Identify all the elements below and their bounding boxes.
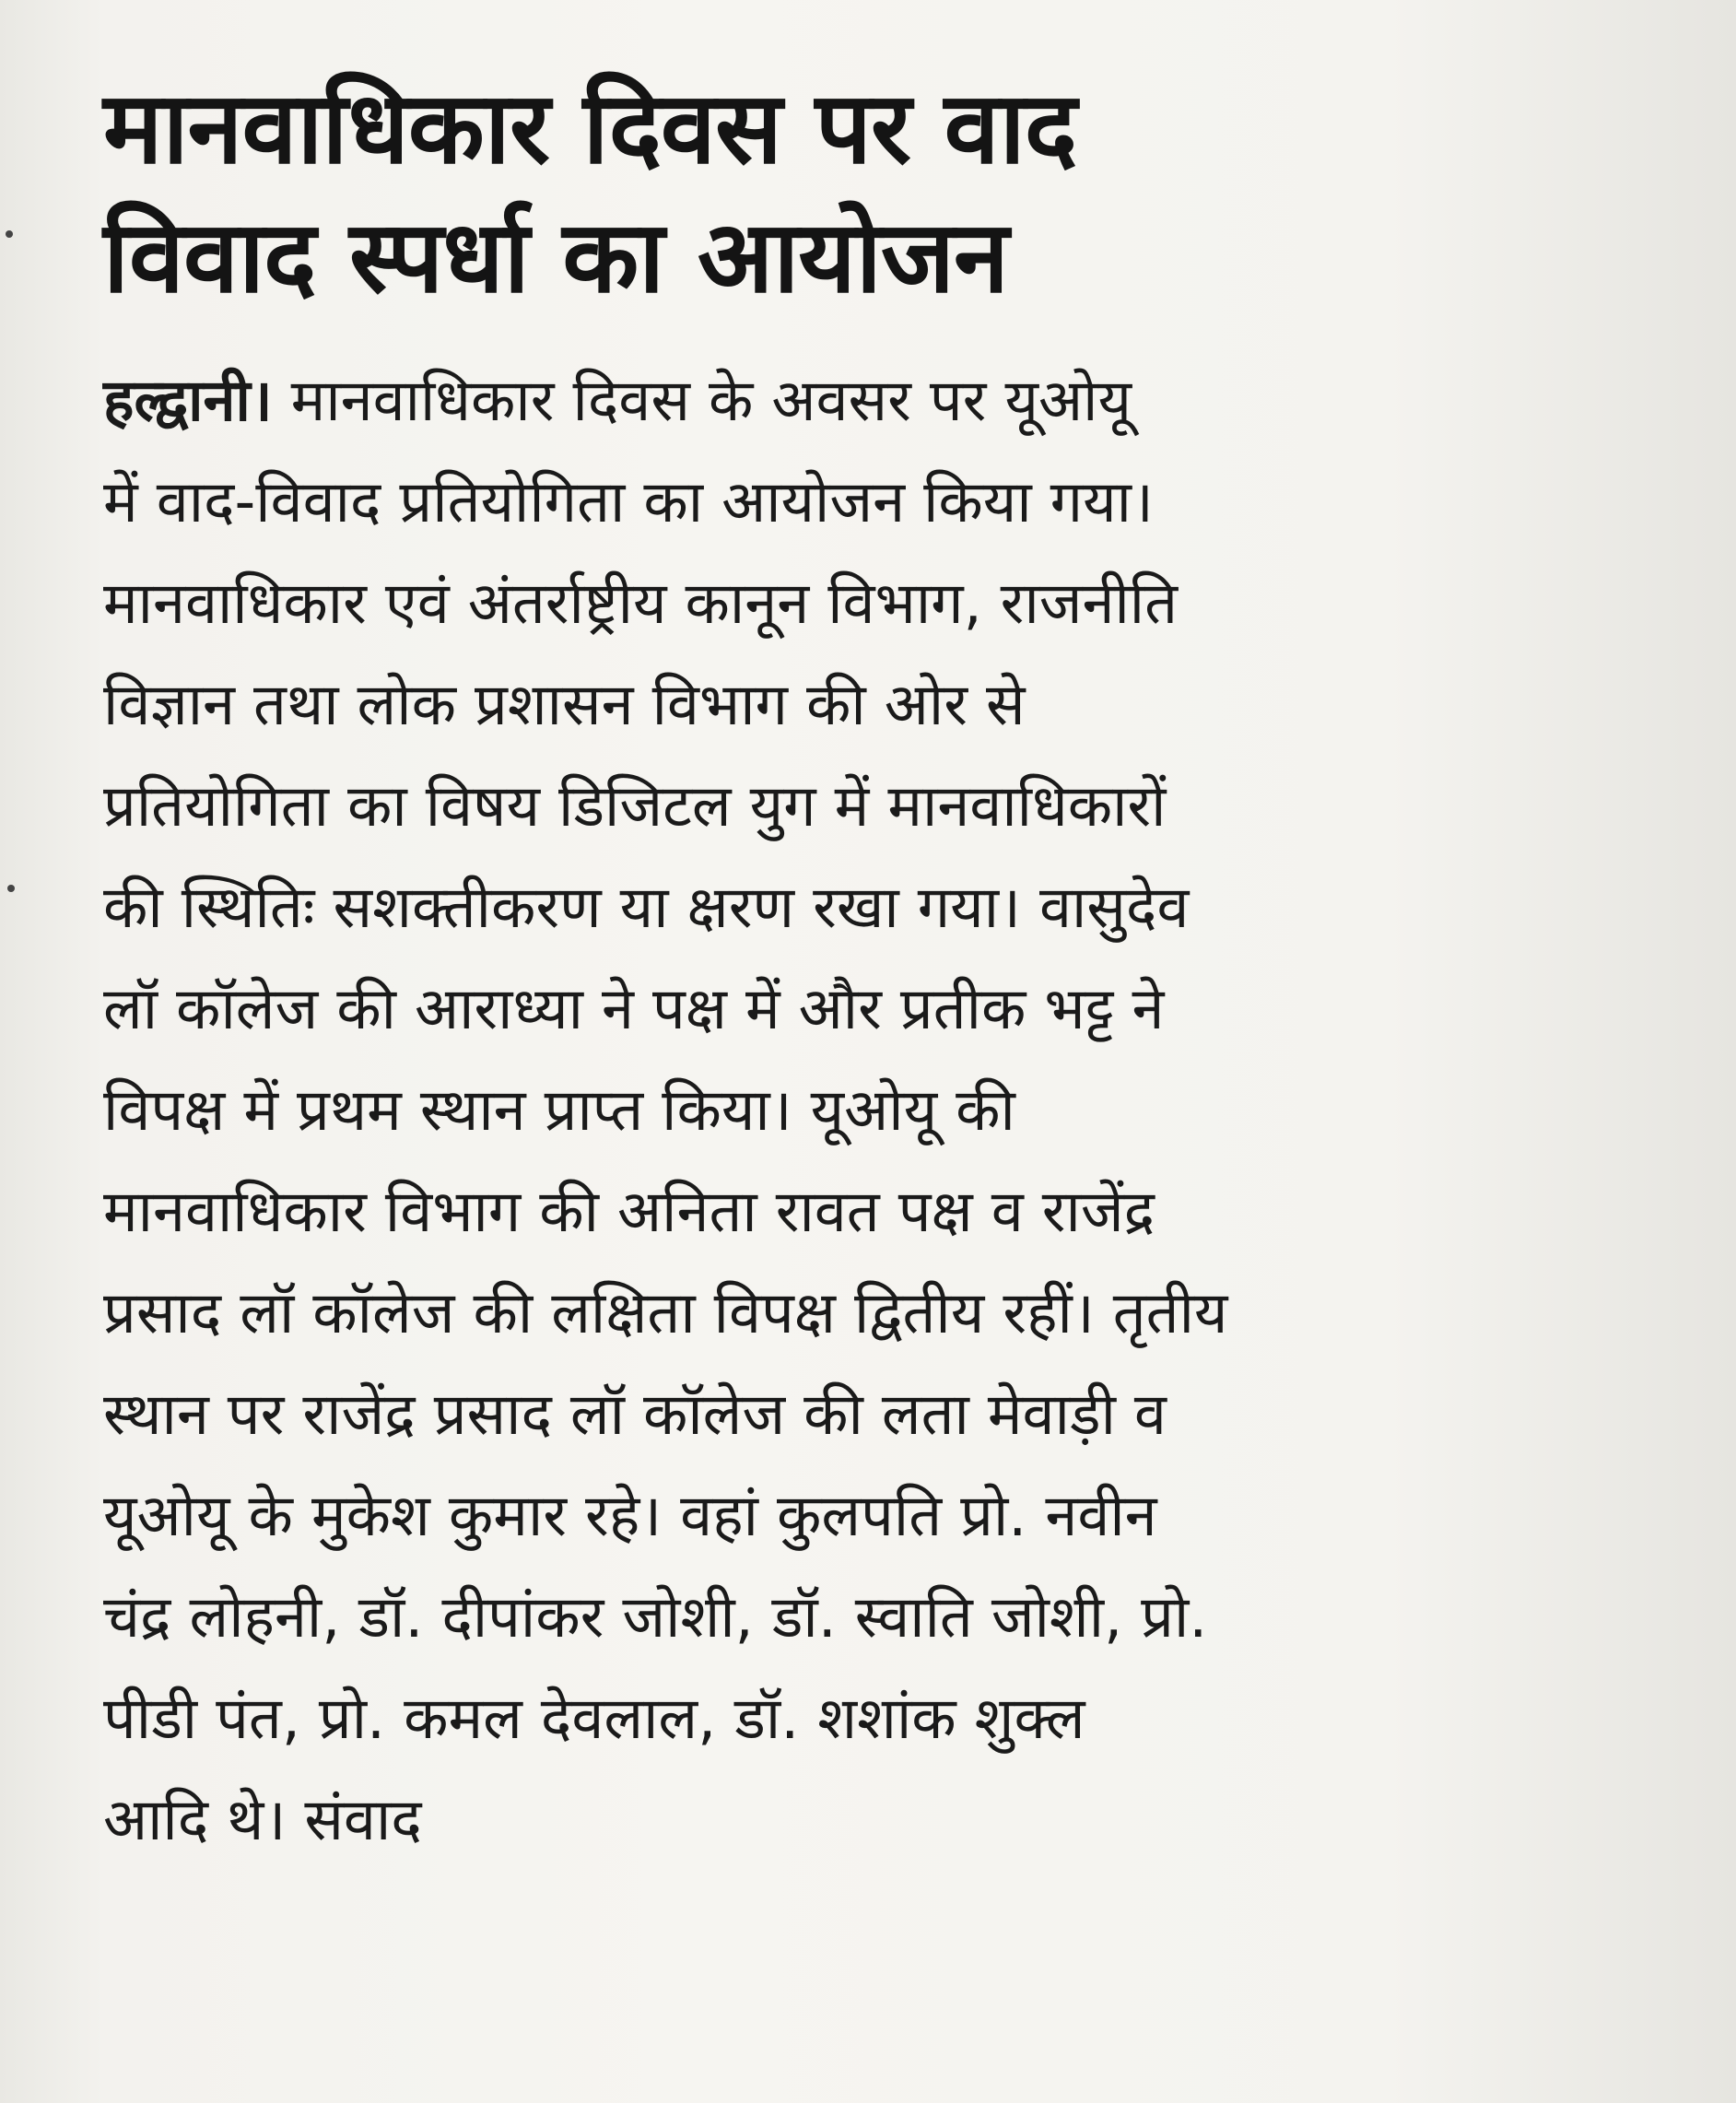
article-headline [103, 65, 1596, 323]
body-line-3: मानवाधिकार एवं अंतर्राष्ट्रीय कानून विभाग, राजनीति [103, 570, 1179, 637]
newspaper-clipping [103, 65, 1596, 2074]
body-line-7: लॉ कॉलेज की आराध्या ने पक्ष में और प्रतीक भट्ट ने [103, 975, 1165, 1042]
body-line-6: की स्थितिः सशक्तीकरण या क्षरण रखा गया। वासुदेव [103, 874, 1190, 941]
headline-line-2: विवाद स्पर्धा का आयोजन [103, 200, 1008, 315]
headline-line-1: मानवाधिकार दिवस पर वाद [103, 71, 1077, 186]
body-line-14: पीडी पंत, प्रो. कमल देवलाल, डॉ. शशांक शुक्ल [103, 1685, 1085, 1752]
body-line-13: चंद्र लोहनी, डॉ. दीपांकर जोशी, डॉ. स्वाति जोशी, प्रो. [103, 1583, 1208, 1651]
edge-speck [6, 230, 13, 238]
body-line-11: स्थान पर राजेंद्र प्रसाद लॉ कॉलेज की लता मेवाड़ी व [103, 1380, 1167, 1448]
body-line-9: मानवाधिकार विभाग की अनिता रावत पक्ष व राजेंद्र [103, 1178, 1155, 1245]
dateline: हल्द्वानी। [103, 367, 273, 434]
body-line-1-text: मानवाधिकार दिवस के अवसर पर यूओयू [272, 367, 1132, 434]
body-line-2: में वाद-विवाद प्रतियोगिता का आयोजन किया गया। [103, 468, 1154, 535]
edge-speck [7, 885, 15, 892]
body-line-8: विपक्ष में प्रथम स्थान प्राप्त किया। यूओयू की [103, 1076, 1015, 1144]
body-line-12: यूओयू के मुकेश कुमार रहे। वहां कुलपति प्रो. नवीन [103, 1482, 1157, 1549]
body-line-15: आदि थे। संवाद [103, 1786, 422, 1853]
body-line-10: प्रसाद लॉ कॉलेज की लक्षिता विपक्ष द्वितीय रहीं। तृतीय [103, 1279, 1228, 1346]
body-line-5: प्रतियोगिता का विषय डिजिटल युग में मानवाधिकारों [103, 772, 1167, 840]
body-line-4: विज्ञान तथा लोक प्रशासन विभाग की ओर से [103, 671, 1026, 738]
body-line-1 [103, 350, 1596, 452]
article-body [103, 350, 1596, 1871]
